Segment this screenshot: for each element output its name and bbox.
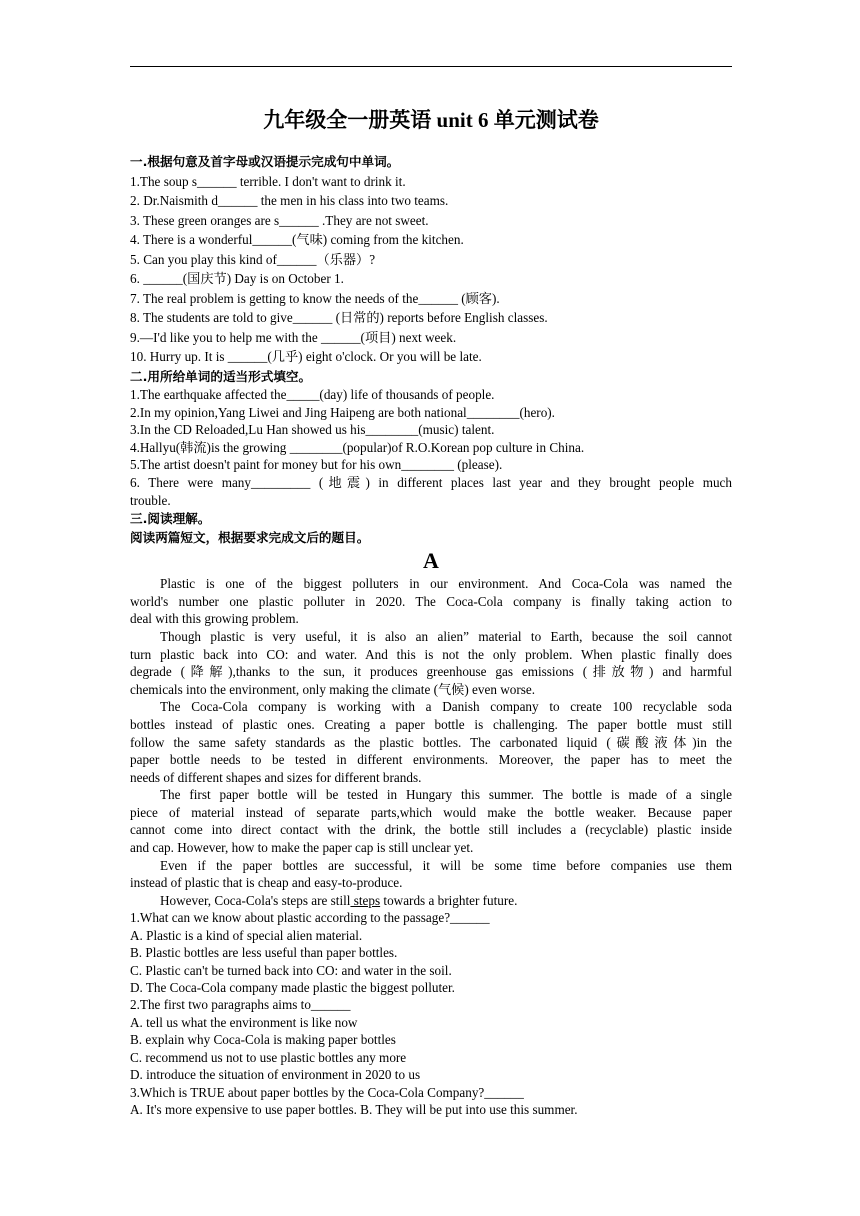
passage-line: and cap. However, how to make the paper cap is still unclear yet. xyxy=(130,840,474,856)
question-line: 6. There were many_________ (地震) in different places last year and they brought people much xyxy=(130,474,732,490)
passage-line: chemicals into the environment, only making the climate (气候) even worse. xyxy=(130,681,536,697)
question-line: 9.—I'd like you to help me with the ______(项目) next week. xyxy=(130,329,457,345)
option-line: A. It's more expensive to use paper bottles. B. They will be put into use this summer. xyxy=(130,1101,578,1117)
passage-text: towards a brighter future. xyxy=(380,892,518,908)
option-line: D. introduce the situation of environment in 2020 to us xyxy=(130,1067,421,1083)
question-line: 2.The first two paragraphs aims to______ xyxy=(130,997,351,1013)
passage-line: cannot come into direct contact with the drink, the bottle still includes a (recyclable) plastic inside xyxy=(130,822,732,838)
passage-line: degrade (降解),thanks to the sun, it produces greenhouse gas emissions (排放物) and harmful xyxy=(130,664,732,680)
question-line: 3. These green oranges are s______ .They are not sweet. xyxy=(130,212,429,228)
section-3-heading: 三.阅读理解。 xyxy=(130,511,211,527)
passage-line: Plastic is one of the biggest polluters in our environment. And Coca-Cola was named the xyxy=(160,576,732,592)
question-line: 10. Hurry up. It is ______(几乎) eight o'clock. Or you will be late. xyxy=(130,349,482,364)
passage-line: piece of material instead of separate parts,which would make the bottle weaker. Because paper xyxy=(130,804,732,820)
option-line: A. tell us what the environment is like now xyxy=(130,1014,358,1030)
passage-line: Even if the paper bottles are successful, it will be some time before companies use them xyxy=(160,857,732,873)
header-rule xyxy=(130,66,732,67)
option-line: B. Plastic bottles are less useful than paper bottles. xyxy=(130,945,398,961)
question-line: 7. The real problem is getting to know the needs of the______ (顾客). xyxy=(130,290,500,306)
passage-line xyxy=(130,892,732,910)
question-line: 2. Dr.Naismith d______ the men in his class into two teams. xyxy=(130,193,449,208)
question-line: 1.The earthquake affected the_____(day) life of thousands of people. xyxy=(130,387,495,402)
passage-text: However, Coca-Cola's steps are still xyxy=(160,892,351,908)
question-line: 3.In the CD Reloaded,Lu Han showed us his________(music) talent. xyxy=(130,422,495,438)
passage-line: bottles instead of plastic ones. Creating a paper bottle is challenging. The paper bottle must still xyxy=(130,716,732,732)
option-line: B. explain why Coca-Cola is making paper bottles xyxy=(130,1032,396,1048)
section-2-items xyxy=(130,386,732,509)
passage-line: The first paper bottle will be tested in Hungary this summer. The bottle is made of a single xyxy=(160,787,732,803)
passage-line: deal with this growing problem. xyxy=(130,611,299,627)
question-line: 6. ______(国庆节) Day is on October 1. xyxy=(130,271,344,286)
question-line: 8. The students are told to give______ (日常的) reports before English classes. xyxy=(130,310,548,325)
underlined-word: steps xyxy=(350,892,381,908)
section-2-heading: 二.用所给单词的适当形式填空。 xyxy=(130,368,312,384)
page-title: 九年级全一册英语 unit 6 单元测试卷 xyxy=(263,108,599,132)
question-line: 4.Hallyu(韩流)is the growing ________(popular)of R.O.Korean pop culture in China. xyxy=(130,439,585,455)
section-1-items xyxy=(130,172,732,367)
passage-line: The Coca-Cola company is working with a Danish company to create 100 recyclable soda xyxy=(160,699,732,715)
passage-line: instead of plastic that is cheap and easy-to-produce. xyxy=(130,875,403,891)
passage-line: Though plastic is very useful, it is also an alien” material to Earth, because the soil cannot xyxy=(160,628,732,644)
question-line: 5. Can you play this kind of______（乐器）? xyxy=(130,251,376,267)
passage-line: follow the same safety standards as the plastic bottles. The carbonated liquid (碳酸液体)in the xyxy=(130,734,732,750)
question-line: 3.Which is TRUE about paper bottles by the Coca-Cola Company?______ xyxy=(130,1084,524,1100)
passage-line: paper bottle needs to be tested in different environments. Moreover, the paper has to meet the xyxy=(130,752,732,768)
question-line: trouble. xyxy=(130,492,171,508)
question-line: 1.What can we know about plastic according to the passage?______ xyxy=(130,910,490,926)
section-3-instruction: 阅读两篇短文，根据要求完成文后的题目。 xyxy=(130,530,370,546)
passage-line: needs of different shapes and sizes for different brands. xyxy=(130,769,422,785)
option-line: C. Plastic can't be turned back into CO: and water in the soil. xyxy=(130,962,452,978)
reading-questions xyxy=(130,909,732,1118)
option-line: A. Plastic is a kind of special alien material. xyxy=(130,927,363,943)
passage-line: world's number one plastic polluter in 2020. The Coca-Cola company is finally taking action to xyxy=(130,593,732,609)
option-line: C. recommend us not to use plastic bottles any more xyxy=(130,1049,407,1065)
passage-line: turn plastic back into CO: and water. And this is not the only problem. When plastic finally does xyxy=(130,646,732,662)
section-1-heading: 一.根据句意及首字母或汉语提示完成句中单词。 xyxy=(130,154,400,169)
document-body xyxy=(130,152,732,1118)
question-line: 5.The artist doesn't paint for money but for his own________ (please). xyxy=(130,457,503,473)
option-line: D. The Coca-Cola company made plastic the biggest polluter. xyxy=(130,980,455,996)
question-line: 4. There is a wonderful______(气味) coming from the kitchen. xyxy=(130,232,464,247)
question-line: 2.In my opinion,Yang Liwei and Jing Haipeng are both national________(hero). xyxy=(130,404,555,420)
question-line: 1.The soup s______ terrible. I don't want to drink it. xyxy=(130,173,406,189)
passage-label: A xyxy=(423,548,439,574)
passage-a xyxy=(130,575,732,909)
